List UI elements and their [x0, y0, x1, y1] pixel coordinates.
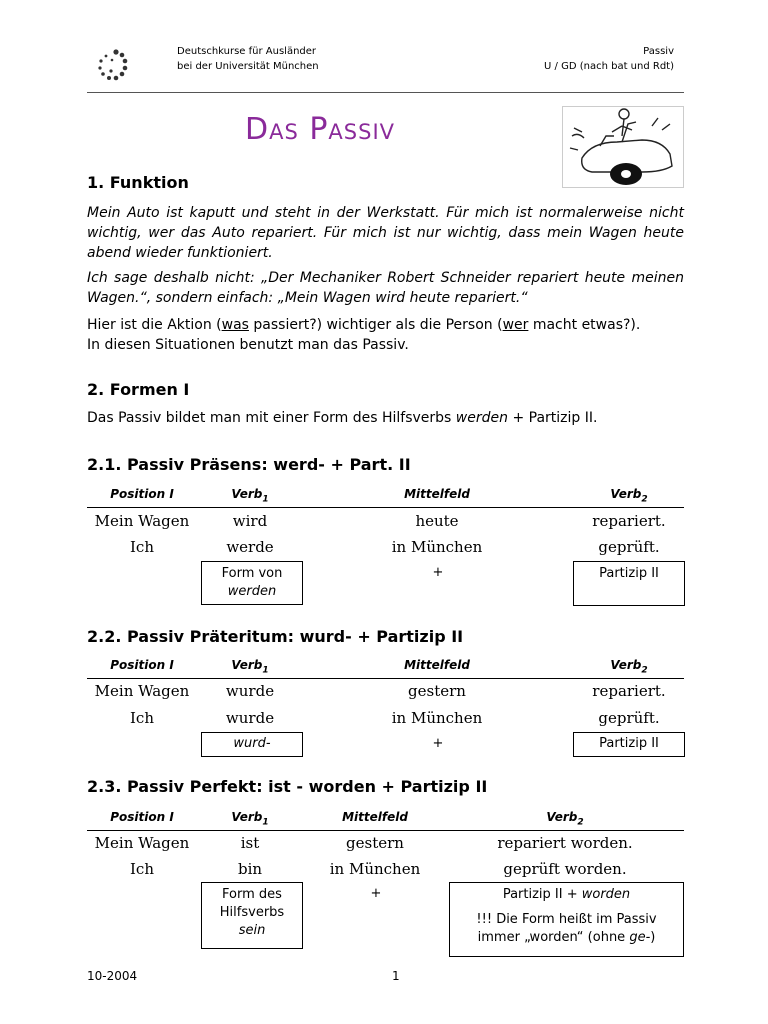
- col-verb1: Verb$_1$: [231, 810, 269, 828]
- mechanic-car-illustration: [562, 106, 684, 188]
- plus-sign: +: [432, 565, 444, 580]
- header-right-line2: U / GD (nach bat und Rdt): [544, 61, 674, 72]
- cell: Ich: [130, 538, 154, 556]
- section-1-paragraph-1: Mein Auto ist kaputt und steht in der Werkstatt. Für mich ist normalerweise nicht wichtig, wer das Auto repariert. Für mich ist nur wichtig, dass mein Wagen heute abend wieder funktioniert.: [87, 205, 684, 261]
- cell: repariert.: [592, 682, 666, 700]
- form-des-hilfsverbs-box: [201, 882, 303, 949]
- form-von-werden-box: [201, 561, 303, 605]
- box-text-ge: ge-: [629, 930, 651, 945]
- para3-part-b: passiert?) wichtiger als die Person (: [248, 317, 503, 333]
- cell: gestern: [346, 834, 404, 852]
- partizip-box: Partizip II: [573, 732, 685, 757]
- section-2-text-b: + Partizip II.: [508, 410, 598, 426]
- para3-part-a: Hier ist die Aktion (: [87, 317, 222, 333]
- cell: in München: [391, 709, 483, 727]
- box-line-2: !!! Die Form heißt im Passiv: [476, 912, 657, 927]
- para3-was: was: [221, 317, 249, 333]
- cell: Mein Wagen: [94, 834, 190, 852]
- header-left-line2: bei der Universität München: [177, 61, 319, 72]
- cell: heute: [415, 512, 459, 530]
- cell: in München: [391, 538, 483, 556]
- box-line: Form von: [221, 566, 283, 581]
- col-position-1: Position I: [110, 658, 174, 672]
- cell: geprüft.: [598, 538, 660, 556]
- box-line: Hilfsverbs: [219, 905, 285, 920]
- footer-date: 10-2004: [87, 969, 138, 983]
- col-mittelfeld: Mittelfeld: [404, 658, 470, 672]
- cell: geprüft worden.: [503, 860, 627, 878]
- cell: ist: [240, 834, 260, 852]
- col-verb1: Verb$_1$: [231, 658, 269, 676]
- cell: bin: [237, 860, 263, 878]
- para3-part-c: macht etwas?).: [528, 317, 641, 333]
- section-2-text-a: Das Passiv bildet man mit einer Form des Hilfsverbs: [87, 410, 456, 426]
- col-mittelfeld: Mittelfeld: [404, 487, 470, 501]
- cell: repariert worden.: [497, 834, 633, 852]
- table-rule: [87, 830, 684, 831]
- cell: wird: [232, 512, 268, 530]
- cell: geprüft.: [598, 709, 660, 727]
- header-topic: [544, 44, 674, 74]
- col-verb2: Verb$_2$: [610, 658, 648, 676]
- section-2-2-heading: 2.2. Passiv Präteritum: wurd- + Partizip II: [87, 627, 464, 646]
- cell: wurde: [225, 682, 275, 700]
- section-2-heading: 2. Formen I: [87, 380, 190, 399]
- col-verb2: Verb$_2$: [546, 810, 584, 828]
- cell: in München: [329, 860, 421, 878]
- cell: wurde: [225, 709, 275, 727]
- wurd-box: wurd-: [201, 732, 303, 757]
- header-institution: [177, 44, 319, 74]
- footer-page-number: 1: [392, 969, 400, 983]
- section-2-1-heading: 2.1. Passiv Präsens: werd- + Part. II: [87, 455, 411, 474]
- col-position-1: Position I: [110, 487, 174, 501]
- para3-wer: wer: [502, 317, 529, 333]
- box-text: Partizip II +: [502, 887, 582, 902]
- cell: Ich: [130, 709, 154, 727]
- plus-sign: +: [370, 886, 382, 901]
- header-right-line1: Passiv: [643, 46, 674, 57]
- cell: Ich: [130, 860, 154, 878]
- section-2-3-heading: 2.3. Passiv Perfekt: ist - worden + Partizip II: [87, 777, 488, 796]
- cell: werde: [226, 538, 274, 556]
- header-divider: [87, 92, 684, 93]
- table-rule: [87, 507, 684, 508]
- section-1-paragraph-2: Ich sage deshalb nicht: „Der Mechaniker Robert Schneider repariert heute meinen Wagen.“, sondern einfach: „Mein Wagen wird heute repariert.“: [87, 270, 684, 306]
- partizip-worden-box: [449, 882, 684, 957]
- box-line-sein: sein: [238, 923, 266, 938]
- section-2-text: [87, 408, 597, 428]
- section-1-paragraph-3: [87, 315, 687, 355]
- section-1-heading: 1. Funktion: [87, 173, 189, 192]
- cell: Mein Wagen: [94, 682, 190, 700]
- page-title: Das Passiv: [245, 112, 396, 147]
- partizip-box: Partizip II: [573, 561, 685, 606]
- university-logo: [94, 47, 134, 87]
- table-rule: [87, 678, 684, 679]
- box-text-worden: worden: [581, 887, 631, 902]
- cell: Mein Wagen: [94, 512, 190, 530]
- cell: repariert.: [592, 512, 666, 530]
- box-text: immer „worden“ (ohne: [477, 930, 630, 945]
- header-left-line1: Deutschkurse für Ausländer: [177, 46, 317, 57]
- col-mittelfeld: Mittelfeld: [342, 810, 408, 824]
- col-verb2: Verb$_2$: [610, 487, 648, 505]
- box-text: ): [650, 930, 656, 945]
- col-verb1: Verb$_1$: [231, 487, 269, 505]
- box-line-3: [450, 929, 683, 947]
- col-position-1: Position I: [110, 810, 174, 824]
- plus-sign: +: [432, 736, 444, 751]
- cell: gestern: [408, 682, 466, 700]
- box-line-1: [450, 886, 683, 904]
- box-line: Form des: [222, 887, 282, 902]
- section-2-text-werden: werden: [455, 410, 508, 426]
- box-line-werden: werden: [227, 584, 277, 599]
- para3-line2: In diesen Situationen benutzt man das Passiv.: [87, 337, 409, 353]
